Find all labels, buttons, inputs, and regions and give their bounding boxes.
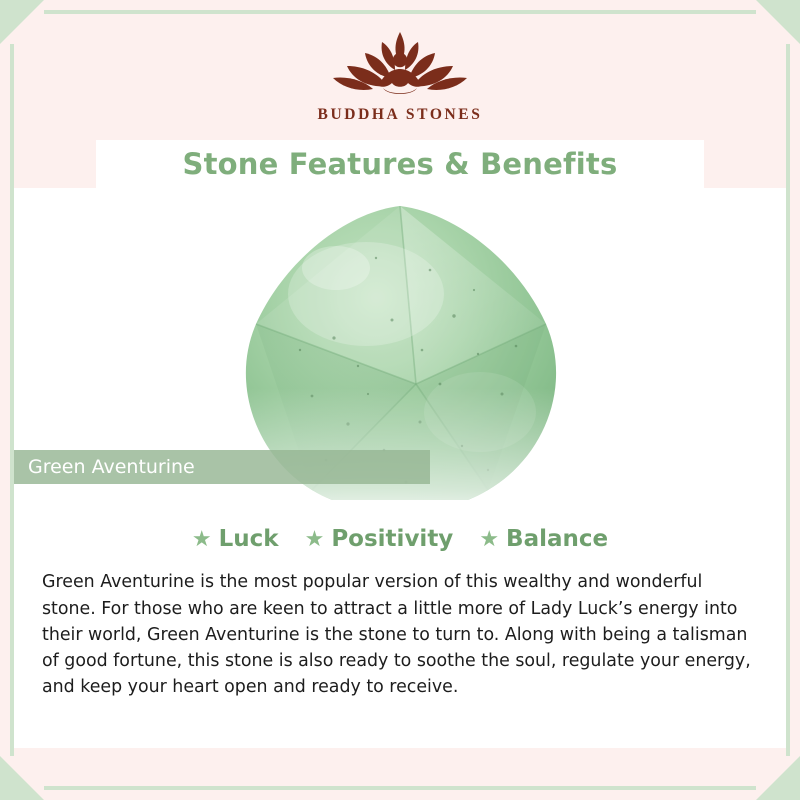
stone-name-text: Green Aventurine [28, 456, 195, 478]
benefit-item [305, 526, 454, 552]
benefit-label: Positivity [331, 526, 454, 552]
frame-border-right [786, 44, 790, 756]
page-title [96, 140, 704, 188]
header [0, 0, 800, 142]
benefit-item [479, 526, 608, 552]
benefit-label: Balance [506, 526, 609, 552]
lotus-meditation-figure-icon [325, 26, 475, 104]
page-title-text: Stone Features & Benefits [182, 147, 618, 181]
frame-border-bottom [44, 786, 756, 790]
description-text: Green Aventurine is the most popular version of this wealthy and wonderful stone. For those who are keen to attract a little more of Lady Luck’s energy into their world, Green Aventurine is the stone to turn to. Along with being a talisman of good fortune, this stone is also ready to soothe the soul, regulate your energy, and keep your heart open and ready to receive. [42, 572, 751, 697]
stone-name-label [14, 450, 430, 484]
star-icon: ★ [191, 526, 212, 551]
benefit-item [192, 526, 279, 552]
content-section [14, 500, 786, 748]
benefits-list [38, 526, 762, 552]
brand-name: BUDDHA STONES [317, 106, 483, 123]
corner-decoration-bottom-right [756, 756, 800, 800]
star-icon: ★ [479, 526, 500, 551]
corner-decoration-bottom-left [0, 756, 44, 800]
benefit-label: Luck [218, 526, 279, 552]
star-icon: ★ [304, 526, 325, 551]
frame-border-left [10, 44, 14, 756]
